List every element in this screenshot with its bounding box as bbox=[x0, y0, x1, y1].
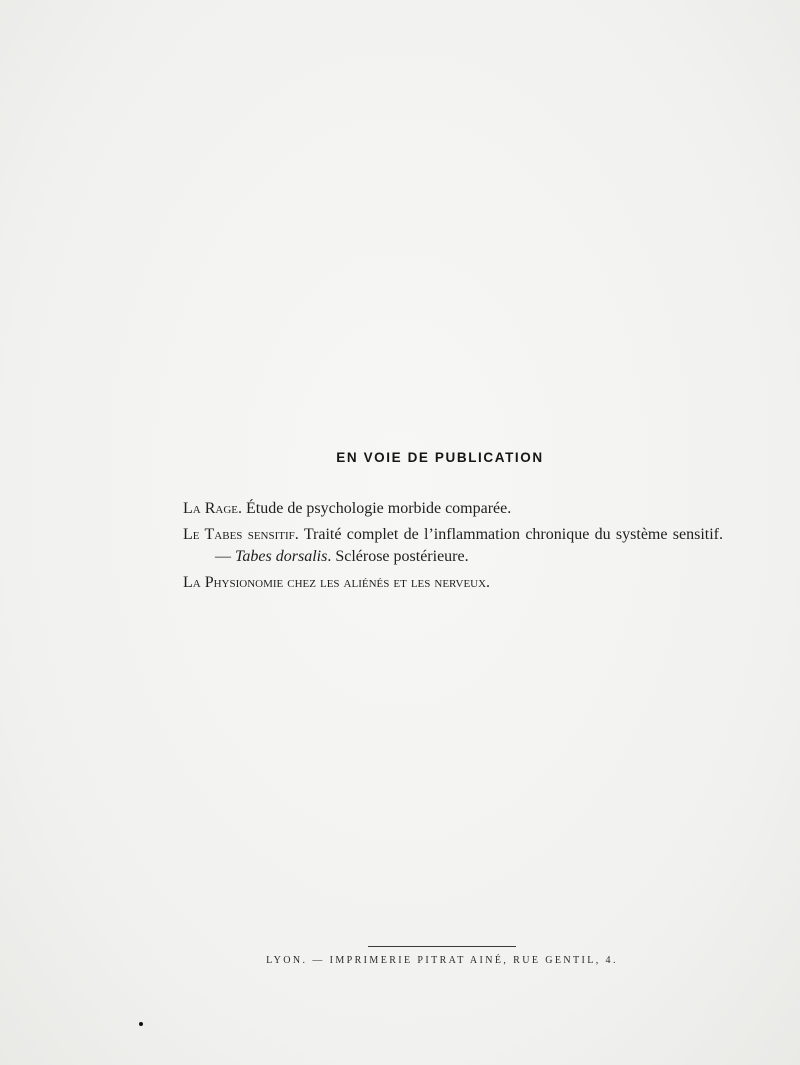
publication-entry-rage bbox=[183, 498, 723, 520]
publication-list bbox=[183, 498, 723, 598]
entry-title: Le Tabes sensitif. bbox=[183, 526, 299, 543]
entry-title: La Physionomie chez les aliénés et les nerveux. bbox=[183, 574, 491, 591]
entry-title: La Rage. bbox=[183, 500, 242, 517]
entry-latin-term: Tabes dorsalis bbox=[235, 548, 328, 565]
publication-entry-tabes bbox=[183, 524, 723, 568]
entry-description-end: . Sclérose postérieure. bbox=[327, 548, 469, 565]
section-heading: EN VOIE DE PUBLICATION bbox=[336, 450, 544, 465]
entry-description: Traité complet de l’inflammation chronique du système sensitif. — bbox=[215, 526, 724, 565]
printer-imprint: LYON. — IMPRIMERIE PITRAT AINÉ, RUE GENTIL, 4. bbox=[266, 955, 618, 966]
ink-speck bbox=[139, 1022, 143, 1026]
imprint-rule bbox=[368, 946, 516, 947]
entry-description: Étude de psychologie morbide comparée. bbox=[242, 500, 512, 517]
publication-entry-physionomie bbox=[183, 572, 723, 594]
